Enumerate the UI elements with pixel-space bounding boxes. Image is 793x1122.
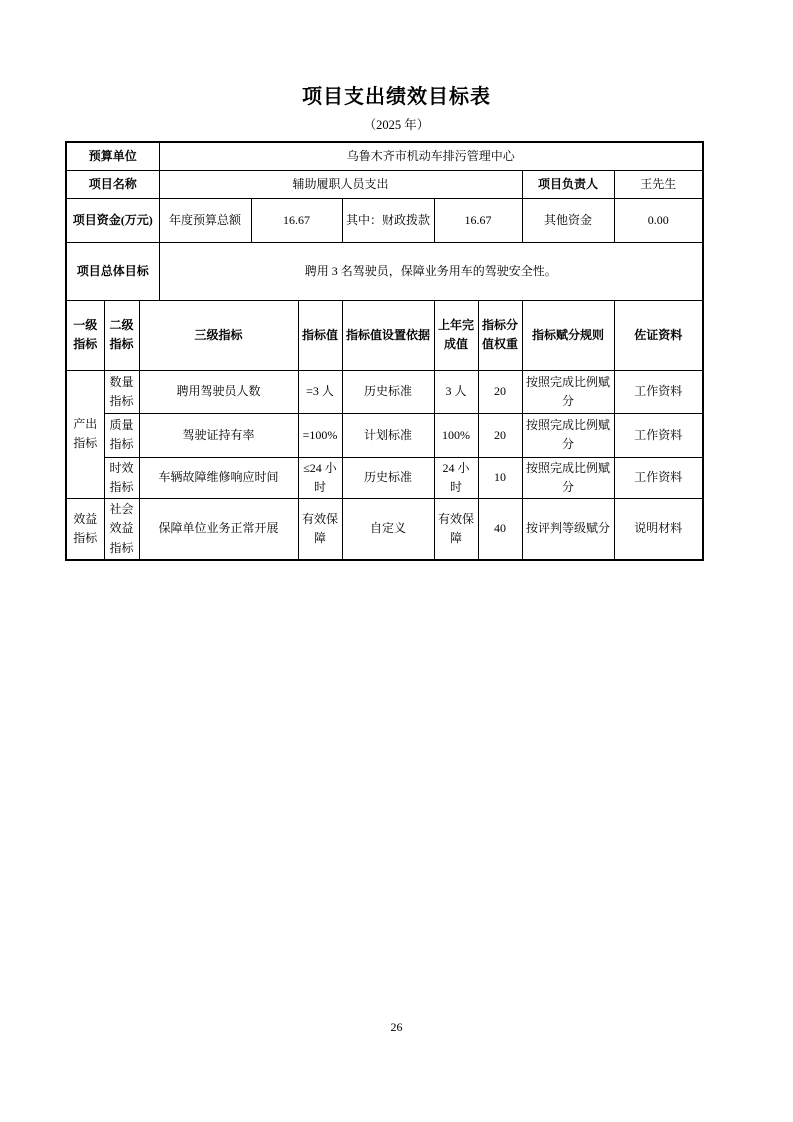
header-level1: 一级指标 — [66, 300, 104, 370]
basis-cell: 历史标准 — [342, 370, 434, 413]
budget-unit-row — [66, 142, 703, 170]
prev-cell: 100% — [434, 413, 478, 457]
header-prev: 上年完成值 — [434, 300, 478, 370]
evidence-cell: 工作资料 — [614, 413, 703, 457]
level3-cell: 驾驶证持有率 — [139, 413, 298, 457]
value-cell: =100% — [298, 413, 342, 457]
header-basis: 指标值设置依据 — [342, 300, 434, 370]
weight-cell: 40 — [478, 499, 522, 560]
header-evidence: 佐证资料 — [614, 300, 703, 370]
project-name-row — [66, 170, 703, 198]
basis-cell: 计划标准 — [342, 413, 434, 457]
level2-cell: 质量指标 — [104, 413, 139, 457]
weight-cell: 20 — [478, 413, 522, 457]
performance-target-table — [65, 141, 704, 560]
header-value: 指标值 — [298, 300, 342, 370]
indicator-row — [66, 413, 703, 457]
prev-cell: 有效保障 — [434, 499, 478, 560]
weight-cell: 20 — [478, 370, 522, 413]
level3-cell: 聘用驾驶员人数 — [139, 370, 298, 413]
rule-cell: 按照完成比例赋分 — [522, 457, 614, 498]
level1-cell: 效益指标 — [66, 499, 104, 560]
rule-cell: 按评判等级赋分 — [522, 499, 614, 560]
annual-budget-label: 年度预算总额 — [159, 198, 251, 242]
basis-cell: 历史标准 — [342, 457, 434, 498]
rule-cell: 按照完成比例赋分 — [522, 413, 614, 457]
evidence-cell: 说明材料 — [614, 499, 703, 560]
header-level2: 二级指标 — [104, 300, 139, 370]
overall-goal-label: 项目总体目标 — [66, 242, 159, 300]
indicator-row — [66, 370, 703, 413]
value-cell: 有效保障 — [298, 499, 342, 560]
project-funds-label: 项目资金(万元) — [66, 198, 159, 242]
rule-cell: 按照完成比例赋分 — [522, 370, 614, 413]
basis-cell: 自定义 — [342, 499, 434, 560]
page-number: 26 — [390, 1020, 403, 1034]
indicator-row — [66, 499, 703, 560]
project-funds-row — [66, 198, 703, 242]
header-weight: 指标分值权重 — [478, 300, 522, 370]
other-funds-label: 其他资金 — [522, 198, 614, 242]
page-subtitle: （2025 年） — [363, 118, 430, 132]
fiscal-allocation-value: 16.67 — [434, 198, 522, 242]
level2-cell: 时效指标 — [104, 457, 139, 498]
level3-cell: 保障单位业务正常开展 — [139, 499, 298, 560]
level3-cell: 车辆故障维修响应时间 — [139, 457, 298, 498]
prev-cell: 3 人 — [434, 370, 478, 413]
project-leader-label: 项目负责人 — [522, 170, 614, 198]
weight-cell: 10 — [478, 457, 522, 498]
value-cell: ≤24 小时 — [298, 457, 342, 498]
header-rule: 指标赋分规则 — [522, 300, 614, 370]
level2-cell: 数量指标 — [104, 370, 139, 413]
other-funds-value: 0.00 — [614, 198, 703, 242]
project-name-label: 项目名称 — [66, 170, 159, 198]
indicator-header-row — [66, 300, 703, 370]
project-leader-value: 王先生 — [614, 170, 703, 198]
project-name-value: 辅助履职人员支出 — [159, 170, 522, 198]
overall-goal-row — [66, 242, 703, 300]
fiscal-allocation-label: 其中：财政拨款 — [342, 198, 434, 242]
overall-goal-value: 聘用 3 名驾驶员，保障业务用车的驾驶安全性。 — [159, 242, 703, 300]
indicator-row — [66, 457, 703, 498]
evidence-cell: 工作资料 — [614, 457, 703, 498]
evidence-cell: 工作资料 — [614, 370, 703, 413]
value-cell: =3 人 — [298, 370, 342, 413]
level2-cell: 社会效益指标 — [104, 499, 139, 560]
annual-budget-value: 16.67 — [251, 198, 342, 242]
level1-cell: 产出指标 — [66, 370, 104, 498]
prev-cell: 24 小时 — [434, 457, 478, 498]
header-level3: 三级指标 — [139, 300, 298, 370]
budget-unit-label: 预算单位 — [66, 142, 159, 170]
budget-unit-value: 乌鲁木齐市机动车排污管理中心 — [159, 142, 703, 170]
page-title: 项目支出绩效目标表 — [302, 86, 491, 108]
